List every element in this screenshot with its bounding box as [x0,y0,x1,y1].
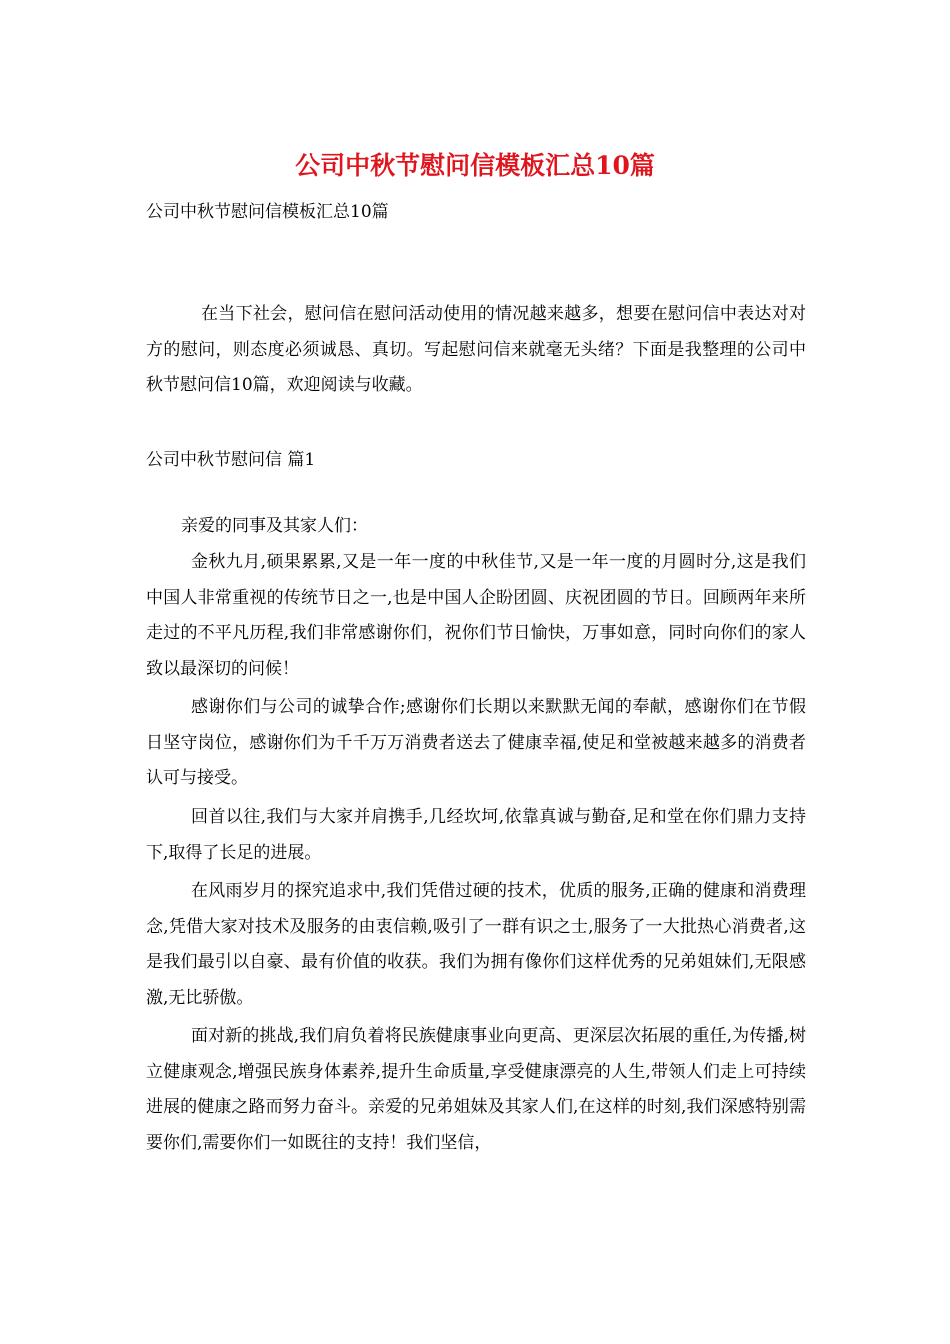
body-paragraph: 感谢你们与公司的诚挚合作;感谢你们长期以来默默无闻的奉献，感谢你们在节假日坚守岗位，感谢你们为千千万万消费者送去了健康幸福,使足和堂被越来越多的消费者认可与接受。 [146,697,806,788]
body-paragraph: 在风雨岁月的探究追求中,我们凭借过硬的技术，优质的服务,正确的健康和消费理念,凭借大家对技术及服务的由衷信赖,吸引了一群有识之士,服务了一大批热心消费者,这是我们最引以自豪、最有价值的收获。我们为拥有像你们这样优秀的兄弟姐妹们,无限感激,无比骄傲。 [146,881,806,1008]
letter-greeting: 亲爱的同事及其家人们： [181,516,368,536]
body-paragraph: 回首以往,我们与大家并肩携手,几经坎坷,依靠真诚与勤奋,足和堂在你们鼎力支持下,取得了长足的进展。 [146,807,806,863]
intro-paragraph: 在当下社会，慰问信在慰问活动使用的情况越来越多，想要在慰问信中表达对对方的慰问，则态度必须诚恳、真切。写起慰问信来就毫无头绪？下面是我整理的公司中秋节慰问信10篇，欢迎阅读与收藏。 [146,304,806,395]
document-title: 公司中秋节慰问信模板汇总10篇 [295,151,655,180]
body-paragraph: 金秋九月,硕果累累,又是一年一度的中秋佳节,又是一年一度的月圆时分,这是我们中国人非常重视的传统节日之一,也是中国人企盼团圆、庆祝团圆的节日。回顾两年来所走过的不平凡历程,我们非常感谢你们，祝你们节日愉快，万事如意，同时向你们的家人致以最深切的问候！ [146,552,806,679]
body-paragraph: 面对新的挑战,我们肩负着将民族健康事业向更高、更深层次拓展的重任,为传播,树立健康观念,增强民族身体素养,提升生命质量,享受健康漂亮的人生,带领人们走上可持续进展的健康之路而努力奋斗。亲爱的兄弟姐妹及其家人们,在这样的时刻,我们深感特别需要你们,需要你们一如既往的支持！我们坚信， [146,1026,806,1153]
document-subtitle: 公司中秋节慰问信模板汇总10篇 [146,202,389,222]
section-heading: 公司中秋节慰问信 篇1 [146,450,316,470]
